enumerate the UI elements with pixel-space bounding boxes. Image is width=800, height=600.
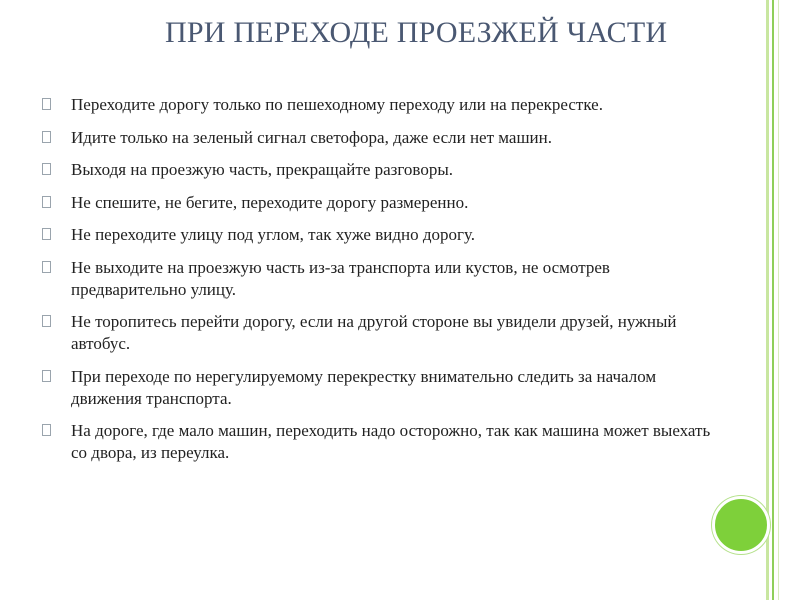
bullet-item — [42, 192, 722, 214]
bullet-marker-icon — [42, 370, 51, 382]
bullet-marker-icon — [42, 196, 51, 208]
bullet-item — [42, 420, 722, 464]
bullet-text: Не переходите улицу под углом, так хуже видно дорогу. — [71, 225, 476, 244]
bullet-text: Не торопитесь перейти дорогу, если на другой стороне вы увидели друзей, нужный автобус. — [71, 312, 677, 353]
bullet-text: Не спешите, не бегите, переходите дорогу размеренно. — [71, 192, 469, 212]
slide-title: ПРИ ПЕРЕХОДЕ ПРОЕЗЖЕЙ ЧАСТИ — [165, 16, 668, 49]
bullet-item — [42, 257, 722, 301]
decorative-border-line — [778, 0, 779, 600]
bullet-list — [42, 94, 722, 475]
bullet-marker-icon — [42, 315, 51, 327]
bullet-marker-icon — [42, 131, 51, 143]
decorative-green-circle — [712, 496, 770, 554]
bullet-marker-icon — [42, 424, 51, 436]
bullet-item — [42, 94, 722, 116]
bullet-text: Переходите дорогу только по пешеходному переходу или на перекрестке. — [71, 95, 603, 114]
bullet-text: Идите только на зеленый сигнал светофора, даже если нет машин. — [71, 127, 552, 147]
bullet-text: При переходе по нерегулируемому перекрестку внимательно следить за началом движения транспорта. — [71, 366, 657, 408]
bullet-text: Не выходите на проезжую часть из-за транспорта или кустов, не осмотрев предварительно улицу. — [71, 257, 610, 299]
bullet-marker-icon — [42, 163, 51, 175]
bullet-marker-icon — [42, 228, 51, 240]
bullet-marker-icon — [42, 261, 51, 273]
decorative-border-line — [766, 0, 769, 600]
bullet-item — [42, 159, 722, 181]
bullet-item — [42, 311, 722, 355]
bullet-text: Выходя на проезжую часть, прекращайте разговоры. — [71, 160, 454, 179]
decorative-border-line — [772, 0, 774, 600]
bullet-item — [42, 366, 722, 410]
bullet-marker-icon — [42, 98, 51, 110]
bullet-item — [42, 127, 722, 149]
bullet-text: На дороге, где мало машин, переходить надо осторожно, так как машина может выехать со двора, из переулка. — [71, 421, 711, 462]
bullet-item — [42, 224, 722, 246]
